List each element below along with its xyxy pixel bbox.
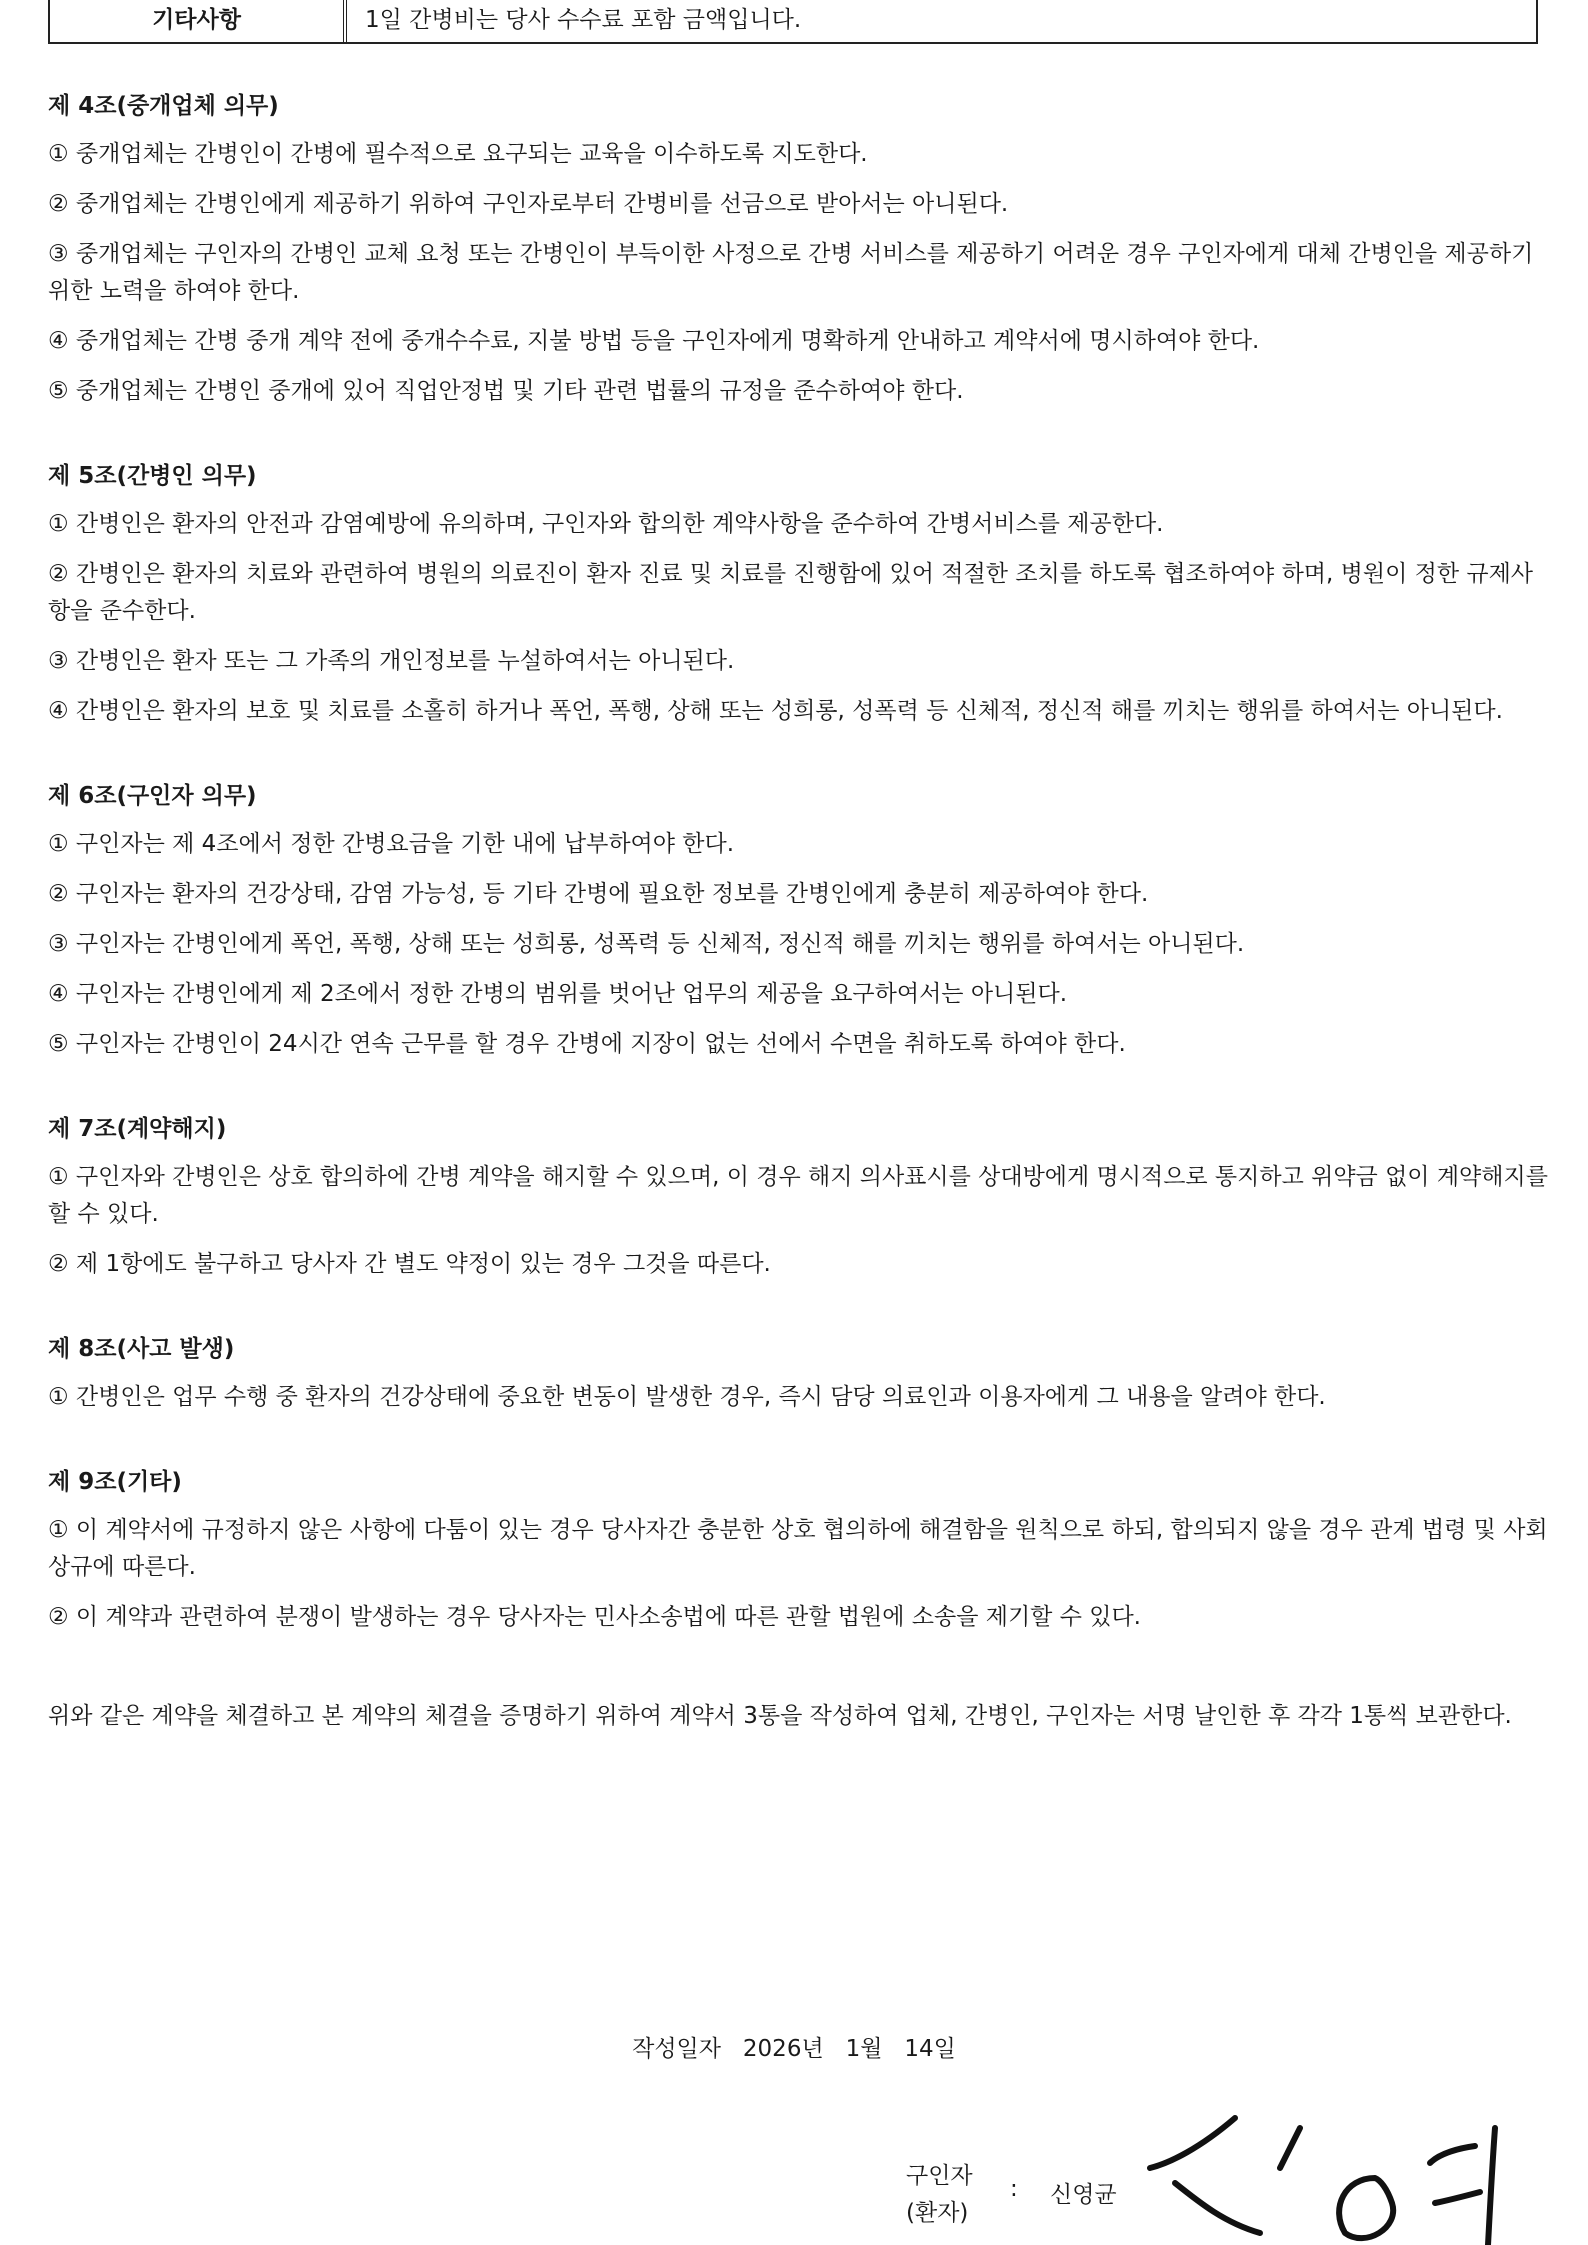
- article-5: [48, 456, 1548, 730]
- signer-role-subline: (환자): [906, 2200, 969, 2226]
- clause: ③ 중개업체는 구인자의 간병인 교체 요청 또는 간병인이 부득이한 사정으로 간병 서비스를 제공하기 어려운 경우 구인자에게 대체 간병인을 제공하기 위한 노력을 하여야 한다.: [48, 241, 1534, 304]
- clause: ① 구인자는 제 4조에서 정한 간병요금을 기한 내에 납부하여야 한다.: [48, 831, 735, 857]
- handwritten-signature: [1130, 2108, 1530, 2245]
- clause: ④ 간병인은 환자의 보호 및 치료를 소홀히 하거나 폭언, 폭행, 상해 또는 성희롱, 성폭력 등 신체적, 정신적 해를 끼치는 행위를 하여서는 아니된다.: [48, 698, 1503, 724]
- article-9: [48, 1462, 1548, 1636]
- article-title: 제 5조(간병인 의무): [48, 463, 257, 489]
- article-7: [48, 1109, 1548, 1283]
- table-label-cell: 기타사항: [50, 0, 347, 42]
- clause: ① 간병인은 환자의 안전과 감염예방에 유의하며, 구인자와 합의한 계약사항을 준수하여 간병서비스를 제공한다.: [48, 511, 1164, 537]
- article-title: 제 4조(중개업체 의무): [48, 93, 279, 119]
- closing-statement: 위와 같은 계약을 체결하고 본 계약의 체결을 증명하기 위하여 계약서 3통을 작성하여 업체, 간병인, 구인자는 서명 날인한 후 각각 1통씩 보관한다.: [48, 1703, 1512, 1729]
- article-title: 제 7조(계약해지): [48, 1116, 227, 1142]
- clause: ① 간병인은 업무 수행 중 환자의 건강상태에 중요한 변동이 발생한 경우, 즉시 담당 의료인과 이용자에게 그 내용을 알려야 한다.: [48, 1384, 1326, 1410]
- article-title: 제 6조(구인자 의무): [48, 783, 257, 809]
- clause: ⑤ 중개업체는 간병인 중개에 있어 직업안정법 및 기타 관련 법률의 규정을 준수하여야 한다.: [48, 378, 964, 404]
- signer-colon: :: [1010, 2176, 1018, 2202]
- clause: ③ 구인자는 간병인에게 폭언, 폭행, 상해 또는 성희롱, 성폭력 등 신체적, 정신적 해를 끼치는 행위를 하여서는 아니된다.: [48, 931, 1245, 957]
- contract-body: [48, 86, 1548, 1735]
- clause: ④ 중개업체는 간병 중개 계약 전에 중개수수료, 지불 방법 등을 구인자에게 명확하게 안내하고 계약서에 명시하여야 한다.: [48, 328, 1260, 354]
- article-4: [48, 86, 1548, 410]
- article-6: [48, 776, 1548, 1063]
- signer-role-line: 구인자: [906, 2163, 973, 2189]
- article-title: 제 8조(사고 발생): [48, 1336, 235, 1362]
- contract-date: 작성일자 2026년 1월 14일: [632, 2036, 956, 2062]
- clause: ⑤ 구인자는 간병인이 24시간 연속 근무를 할 경우 간병에 지장이 없는 선에서 수면을 취하도록 하여야 한다.: [48, 1031, 1126, 1057]
- signer-name: 신영균: [1050, 2182, 1117, 2208]
- signer-role: [906, 2158, 973, 2232]
- clause: ② 간병인은 환자의 치료와 관련하여 병원의 의료진이 환자 진료 및 치료를 진행함에 있어 적절한 조치를 하도록 협조하여야 하며, 병원이 정한 규제사항을 준수한다.: [48, 561, 1534, 624]
- clause: ④ 구인자는 간병인에게 제 2조에서 정한 간병의 범위를 벗어난 업무의 제공을 요구하여서는 아니된다.: [48, 981, 1068, 1007]
- clause: ① 이 계약서에 규정하지 않은 사항에 다툼이 있는 경우 당사자간 충분한 상호 협의하에 해결함을 원칙으로 하되, 합의되지 않을 경우 관계 법령 및 사회상규에 따른다.: [48, 1517, 1548, 1580]
- article-8: [48, 1329, 1548, 1416]
- clause: ② 중개업체는 간병인에게 제공하기 위하여 구인자로부터 간병비를 선금으로 받아서는 아니된다.: [48, 191, 1009, 217]
- clause: ① 중개업체는 간병인이 간병에 필수적으로 요구되는 교육을 이수하도록 지도한다.: [48, 141, 868, 167]
- clause: ② 이 계약과 관련하여 분쟁이 발생하는 경우 당사자는 민사소송법에 따른 관할 법원에 소송을 제기할 수 있다.: [48, 1604, 1141, 1630]
- clause: ① 구인자와 간병인은 상호 합의하에 간병 계약을 해지할 수 있으며, 이 경우 해지 의사표시를 상대방에게 명시적으로 통지하고 위약금 없이 계약해지를 할 수 있다.: [48, 1164, 1548, 1227]
- clause: ② 구인자는 환자의 건강상태, 감염 가능성, 등 기타 간병에 필요한 정보를 간병인에게 충분히 제공하여야 한다.: [48, 881, 1149, 907]
- article-title: 제 9조(기타): [48, 1469, 182, 1495]
- clause: ② 제 1항에도 불구하고 당사자 간 별도 약정이 있는 경우 그것을 따른다.: [48, 1251, 771, 1277]
- clause: ③ 간병인은 환자 또는 그 가족의 개인정보를 누설하여서는 아니된다.: [48, 648, 735, 674]
- info-table-row: [48, 0, 1538, 44]
- table-value-cell: 1일 간병비는 당사 수수료 포함 금액입니다.: [365, 6, 802, 33]
